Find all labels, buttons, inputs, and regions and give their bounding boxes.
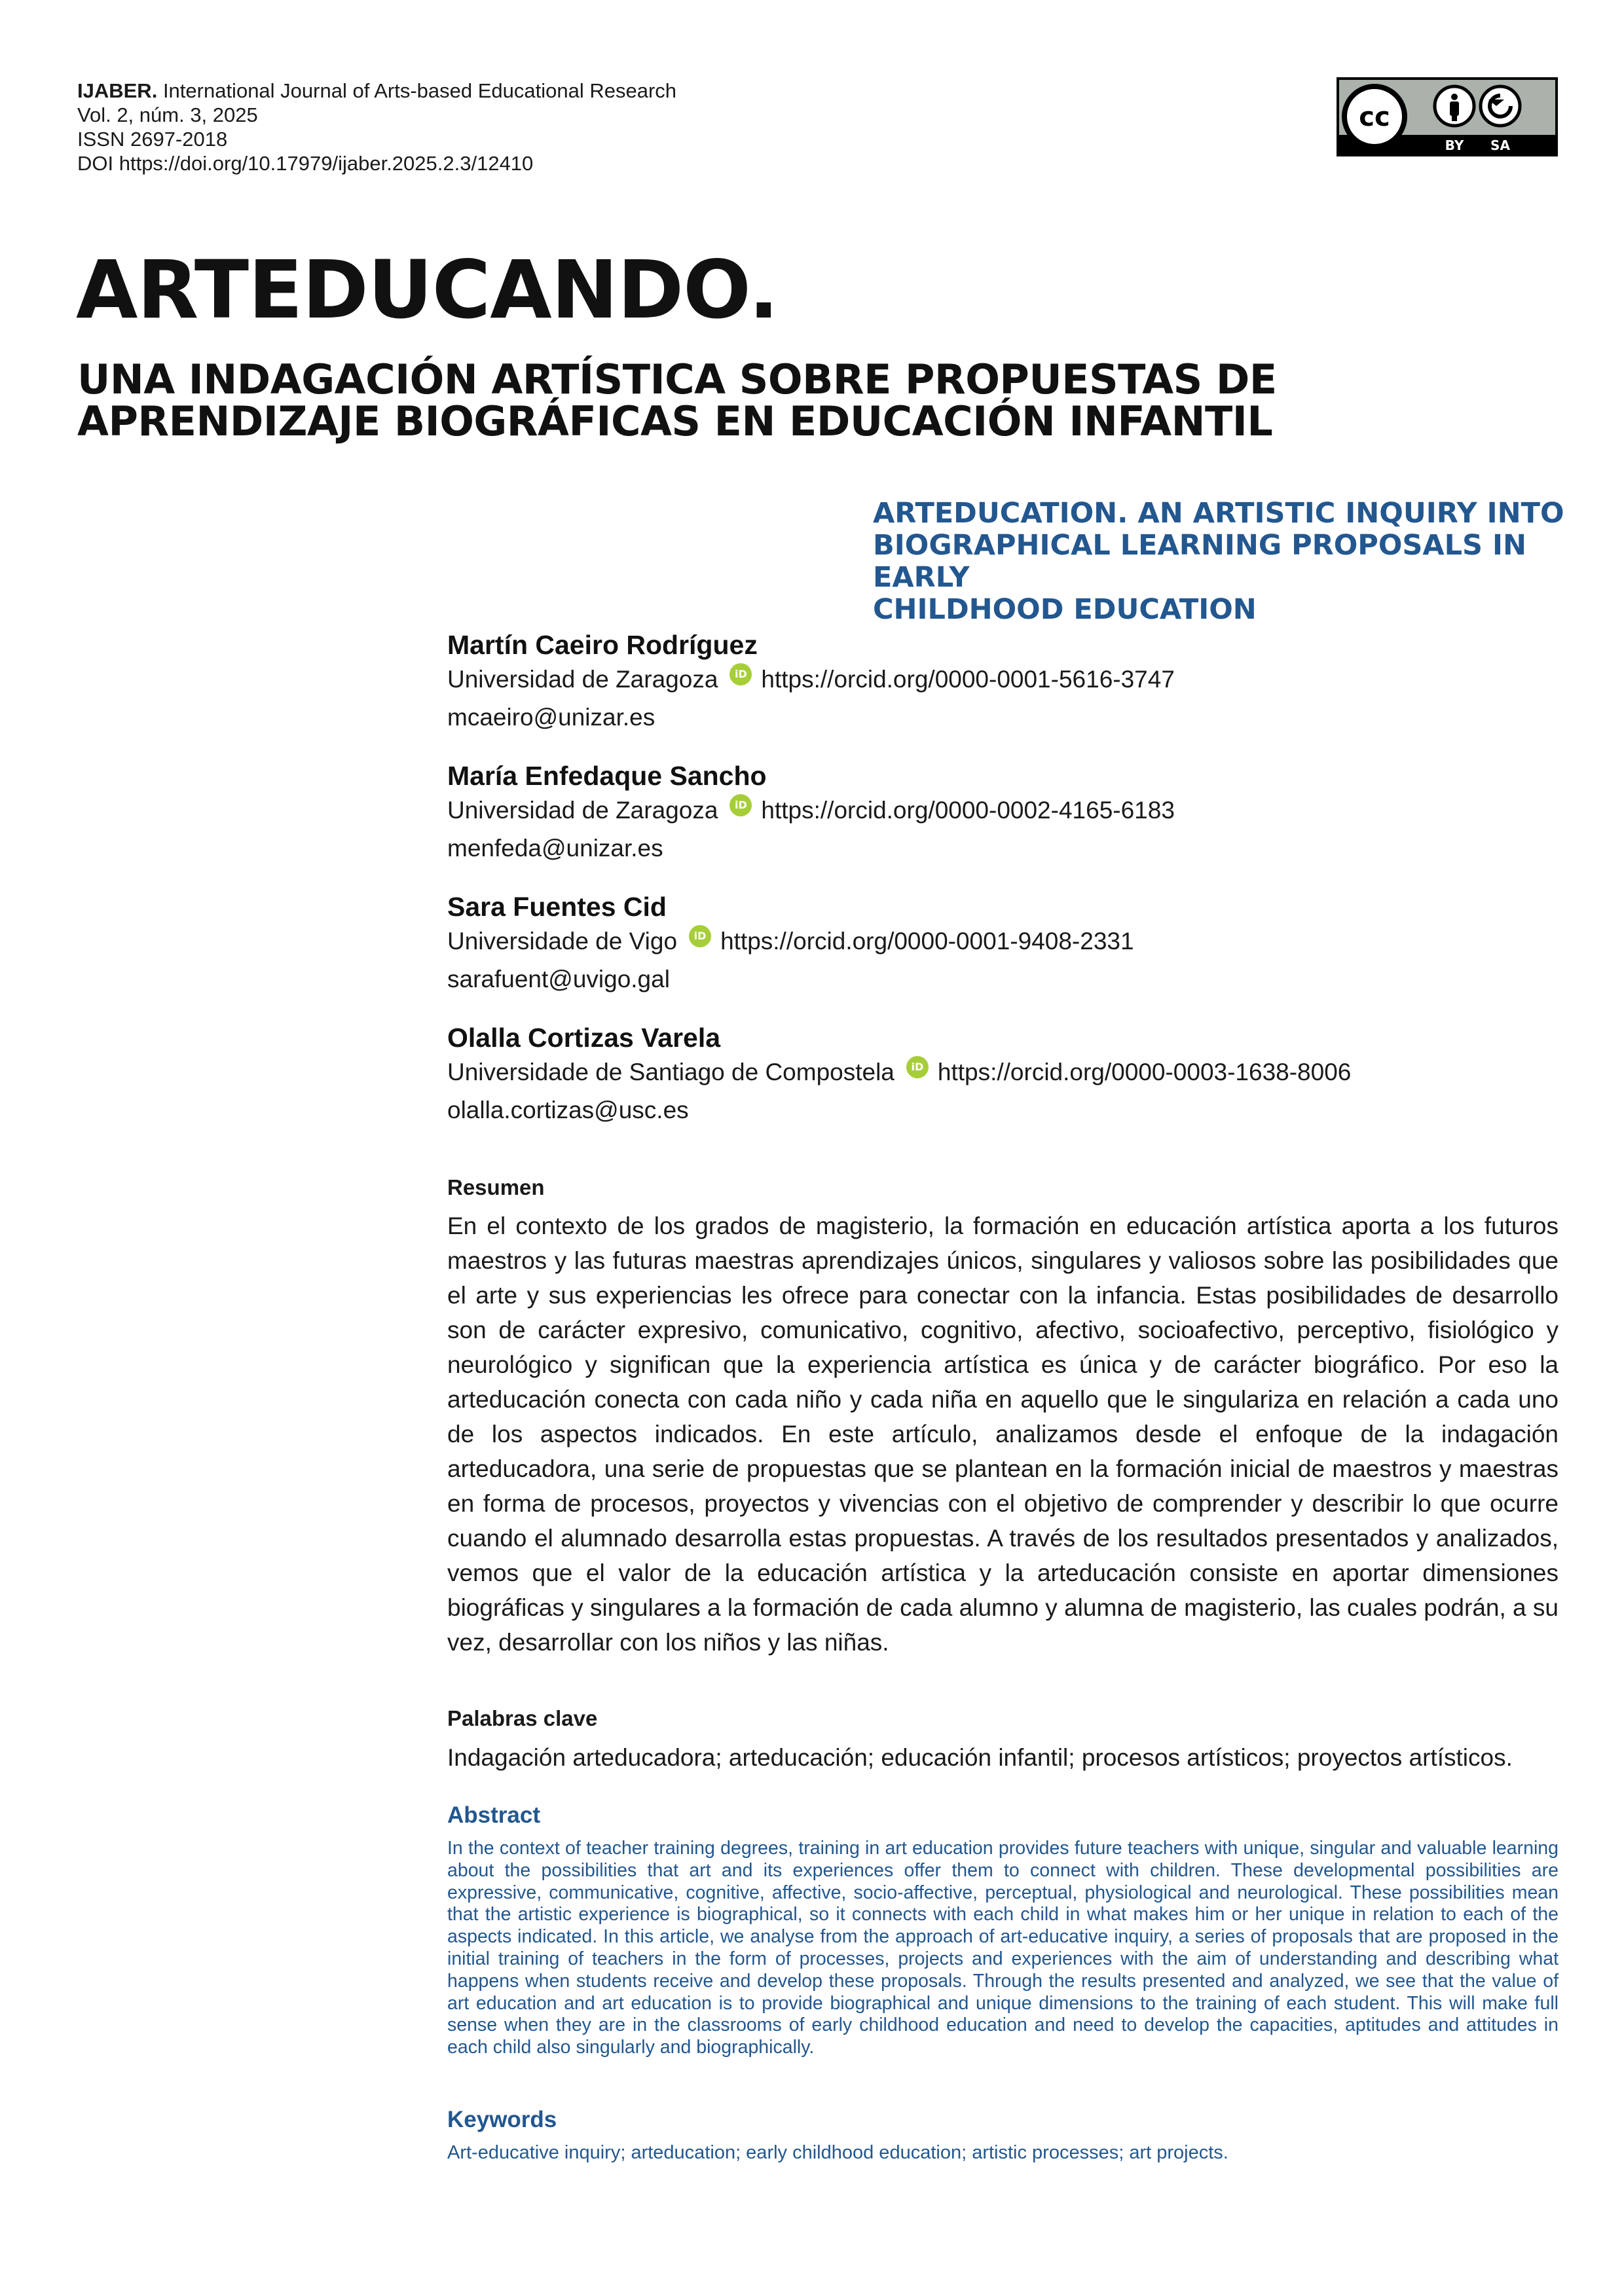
- subtitle-line-2: APRENDIZAJE BIOGRÁFICAS EN EDUCACIÓN INFANTIL: [77, 397, 1273, 445]
- journal-doi[interactable]: DOI https://doi.org/10.17979/ijaber.2025.2.3/12410: [77, 152, 534, 175]
- author-affiliation: Universidad de Zaragoza: [447, 797, 718, 824]
- palabras-clave-heading: Palabras clave: [447, 1706, 598, 1730]
- author-affiliation: Universidad de Zaragoza: [447, 666, 718, 693]
- author-name: Sara Fuentes Cid: [447, 892, 667, 922]
- sa-share-alike-icon: [1481, 86, 1520, 126]
- abstract-heading: Abstract: [447, 1802, 540, 1828]
- article-subtitle: [77, 355, 1387, 445]
- journal-name: International Journal of Arts-based Educational Research: [162, 79, 677, 102]
- orcid-icon[interactable]: iD: [906, 1056, 929, 1078]
- journal-title-line: [77, 79, 676, 103]
- article-title: ARTEDUCANDO.: [76, 244, 779, 337]
- author-email[interactable]: menfeda@unizar.es: [447, 835, 663, 862]
- author-name: Olalla Cortizas Varela: [447, 1023, 721, 1053]
- author-email[interactable]: sarafuent@uvigo.gal: [447, 966, 670, 993]
- journal-volume: Vol. 2, núm. 3, 2025: [77, 103, 258, 126]
- author-orcid-link[interactable]: https://orcid.org/0000-0002-4165-6183: [761, 797, 1175, 824]
- palabras-clave-text: Indagación arteducadora; arteducación; educación infantil; procesos artísticos; proyectos artísticos.: [447, 1744, 1513, 1771]
- author-entry: [447, 759, 1560, 890]
- author-name: Martín Caeiro Rodríguez: [447, 630, 758, 660]
- author-email[interactable]: mcaeiro@unizar.es: [447, 704, 655, 731]
- english-title-line-2: BIOGRAPHICAL LEARNING PROPOSALS IN EARLY: [873, 529, 1526, 594]
- journal-issn: ISSN 2697-2018: [77, 128, 228, 151]
- by-label: BY: [1445, 137, 1464, 153]
- sa-label: SA: [1490, 137, 1510, 153]
- author-affiliation-line: [447, 661, 1560, 698]
- journal-abbreviation: IJABER.: [77, 79, 158, 102]
- cc-by-sa-license-badge[interactable]: [1337, 77, 1558, 156]
- resumen-text: En el contexto de los grados de magisterio, la formación en educación artística aporta a los futuros maestros y las futuras maestras aprendizajes únicos, singulares y valiosos sobre las posibilidades que el arte y sus experiencias les ofrece para conectar con la infancia. Estas posibilidades de desarrollo son de carácter expresivo, comunicativo, cognitivo, afectivo, socioafectivo, perceptivo, fisiológico y neurológico y significan que la experiencia artística es única y de carácter biográfico. Por eso la arteducación conecta con cada niño y cada niña en aquello que le singulariza en relación a cada uno de los aspectos indicados. En este artículo, analizamos desde el enfoque de la indagación arteducadora, una serie de propuestas que se plantean en la formación inicial de maestros y maestras en forma de procesos, proyectos y vivencias con el objetivo de comprender y describir lo que ocurre cuando el alumnado desarrolla estas propuestas. A través de los resultados presentados y analizados, vemos que el valor de la educación artística y la arteducación consiste en aportar dimensiones biográficas y singulares a la formación de cada alumno y alumna de magisterio, las cuales podrán, a su vez, desarrollar con los niños y las niñas.: [447, 1212, 1559, 1656]
- author-list: [447, 629, 1560, 1152]
- keywords-heading: Keywords: [447, 2107, 557, 2132]
- abstract-text: In the context of teacher training degrees, training in art education provides future teachers with unique, singular and valuable learning about the possibilities that art and its experiences offer them to connect with children. These developmental possibilities are expressive, communicative, cognitive, affective, socio-affective, perceptual, physiological and neurological. These possibilities mean that the artistic experience is biographical, so it connects with each child in what makes him or her unique in relation to each of the aspects indicated. In this article, we analyse from the approach of art-educative inquiry, a series of proposals that are proposed in the initial training of teachers in the form of processes, projects and experiences with the aim of understanding and describing what happens when students receive and develop these proposals. Through the results presented and analyzed, we see that the value of art education and art education is to provide biographical and unique dimensions to the training of each student. This will make full sense when they are in the classrooms of early childhood education and need to develop the capacities, aptitudes and attitudes in each child also singularly and biographically.: [447, 1838, 1559, 2058]
- author-orcid-link[interactable]: https://orcid.org/0000-0001-5616-3747: [761, 666, 1175, 693]
- author-entry: [447, 890, 1560, 1021]
- journal-header: [77, 79, 676, 175]
- author-affiliation: Universidade de Vigo: [447, 928, 678, 955]
- author-affiliation-line: [447, 792, 1560, 829]
- author-orcid-link[interactable]: https://orcid.org/0000-0001-9408-2331: [720, 928, 1134, 955]
- author-name: María Enfedaque Sancho: [447, 761, 767, 791]
- english-title: [873, 498, 1567, 626]
- english-title-line-3: CHILDHOOD EDUCATION: [873, 593, 1257, 626]
- english-title-line-1: ARTEDUCATION. AN ARTISTIC INQUIRY INTO: [873, 497, 1564, 530]
- author-orcid-link[interactable]: https://orcid.org/0000-0003-1638-8006: [937, 1059, 1352, 1085]
- subtitle-line-1: UNA INDAGACIÓN ARTÍSTICA SOBRE PROPUESTAS DE: [77, 355, 1277, 403]
- orcid-icon[interactable]: iD: [729, 663, 752, 685]
- resumen-heading: Resumen: [447, 1175, 545, 1199]
- keywords-text: Art-educative inquiry; arteducation; early childhood education; artistic processes; art projects.: [447, 2142, 1228, 2163]
- orcid-icon[interactable]: iD: [689, 925, 711, 947]
- author-entry: [447, 1021, 1560, 1152]
- orcid-icon[interactable]: iD: [729, 794, 752, 816]
- author-email[interactable]: olalla.cortizas@usc.es: [447, 1097, 689, 1123]
- author-affiliation: Universidade de Santiago de Compostela: [447, 1059, 895, 1085]
- author-affiliation-line: [447, 1054, 1560, 1091]
- cc-icon-label: cc: [1359, 102, 1390, 132]
- author-affiliation-line: [447, 923, 1560, 960]
- author-entry: [447, 629, 1560, 759]
